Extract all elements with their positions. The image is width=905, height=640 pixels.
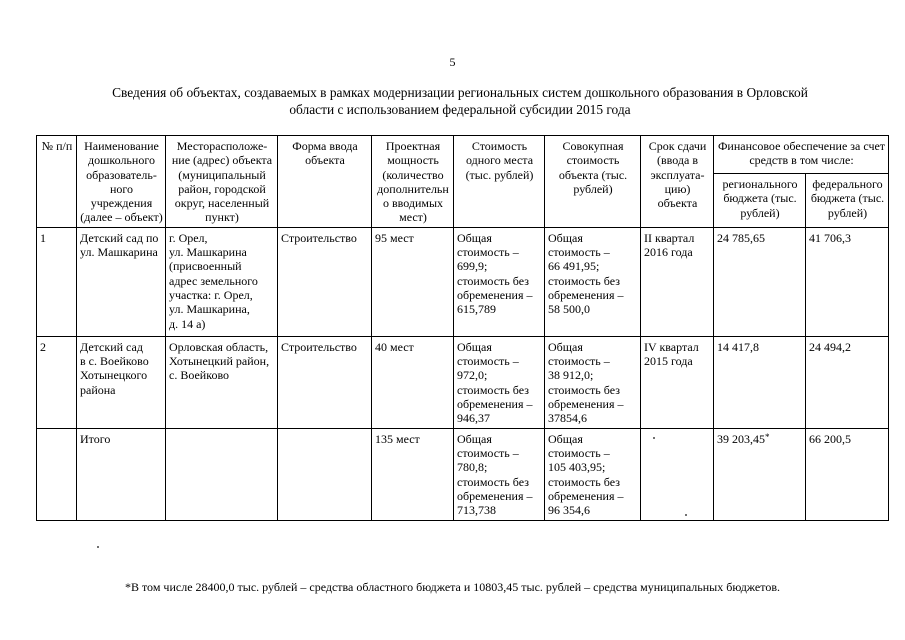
total-form [278,428,372,520]
total-row [37,428,889,520]
header-deadline: Срок сдачи (ввода в эксплуата- цию) объекта [641,136,714,228]
table-body [37,227,889,520]
cell-deadline: II квартал 2016 года [641,227,714,336]
total-total-cost: Общая стоимость – 105 403,95; стоимость без обременения – 96 354,6 [545,428,641,520]
cell-num: 2 [37,336,77,428]
header-federal: федерального бюджета (тыс. рублей) [806,174,889,228]
header-form: Форма ввода объекта [278,136,372,228]
header-capacity: Проектная мощность (количество дополнительн о вводимых мест) [372,136,454,228]
header-regional: регионального бюджета (тыс. рублей) [714,174,806,228]
total-federal: 66 200,5 [806,428,889,520]
scan-speck [653,437,655,439]
header-num: № п/п [37,136,77,228]
cell-location: г. Орел, ул. Машкарина (присвоенный адрес земельного участка: г. Орел, ул. Машкарина, д. 14 а) [166,227,278,336]
header-total-cost: Совокупная стоимость объекта (тыс. рублей) [545,136,641,228]
cell-regional: 24 785,65 [714,227,806,336]
header-row [37,136,889,174]
objects-table [36,135,889,521]
table-row [37,227,889,336]
cell-deadline: IV квартал 2015 года [641,336,714,428]
title-line-2: области с использованием федеральной субсидии 2015 года [289,102,631,117]
cell-form: Строительство [278,227,372,336]
cell-federal: 24 494,2 [806,336,889,428]
cell-capacity: 40 мест [372,336,454,428]
cell-capacity: 95 мест [372,227,454,336]
total-deadline [641,428,714,520]
total-regional-value: 39 203,45 [717,431,765,446]
cell-form: Строительство [278,336,372,428]
total-cost-per-place: Общая стоимость – 780,8; стоимость без обременения – 713,738 [454,428,545,520]
scan-speck [685,514,687,516]
total-label: Итого [77,428,166,520]
cell-regional: 14 417,8 [714,336,806,428]
total-location [166,428,278,520]
document-title [55,84,865,118]
cell-cost-per-place: Общая стоимость – 972,0; стоимость без обременения – 946,37 [454,336,545,428]
total-num [37,428,77,520]
cell-name: Детский сад в с. Воейково Хотынецкого района [77,336,166,428]
total-capacity: 135 мест [372,428,454,520]
scan-speck [97,546,99,548]
header-financing: Финансовое обеспечение за счет средств в том числе: [714,136,889,174]
page-number: 5 [449,55,456,69]
cell-name: Детский сад по ул. Машкарина [77,227,166,336]
header-location: Месторасположе- ние (адрес) объекта (муниципальный район, городской округ, населенный пункт) [166,136,278,228]
cell-total-cost: Общая стоимость – 66 491,95; стоимость без обременения – 58 500,0 [545,227,641,336]
footnote-mark: * [765,431,770,442]
header-cost-per-place: Стоимость одного места (тыс. рублей) [454,136,545,228]
table-row [37,336,889,428]
cell-federal: 41 706,3 [806,227,889,336]
header-name: Наименование дошкольного образователь- ного учреждения (далее – объект) [77,136,166,228]
table-header [37,136,889,228]
total-regional [714,428,806,520]
footnote: *В том числе 28400,0 тыс. рублей – средства областного бюджета и 10803,45 тыс. рублей – средства муниципальных бюджетов. [124,580,781,594]
title-line-1: Сведения об объектах, создаваемых в рамках модернизации региональных систем дошкольного образования в Орловской [112,85,808,100]
cell-cost-per-place: Общая стоимость – 699,9; стоимость без обременения – 615,789 [454,227,545,336]
cell-location: Орловская область, Хотынецкий район, с. Воейково [166,336,278,428]
cell-num: 1 [37,227,77,336]
cell-total-cost: Общая стоимость – 38 912,0; стоимость без обременения – 37854,6 [545,336,641,428]
